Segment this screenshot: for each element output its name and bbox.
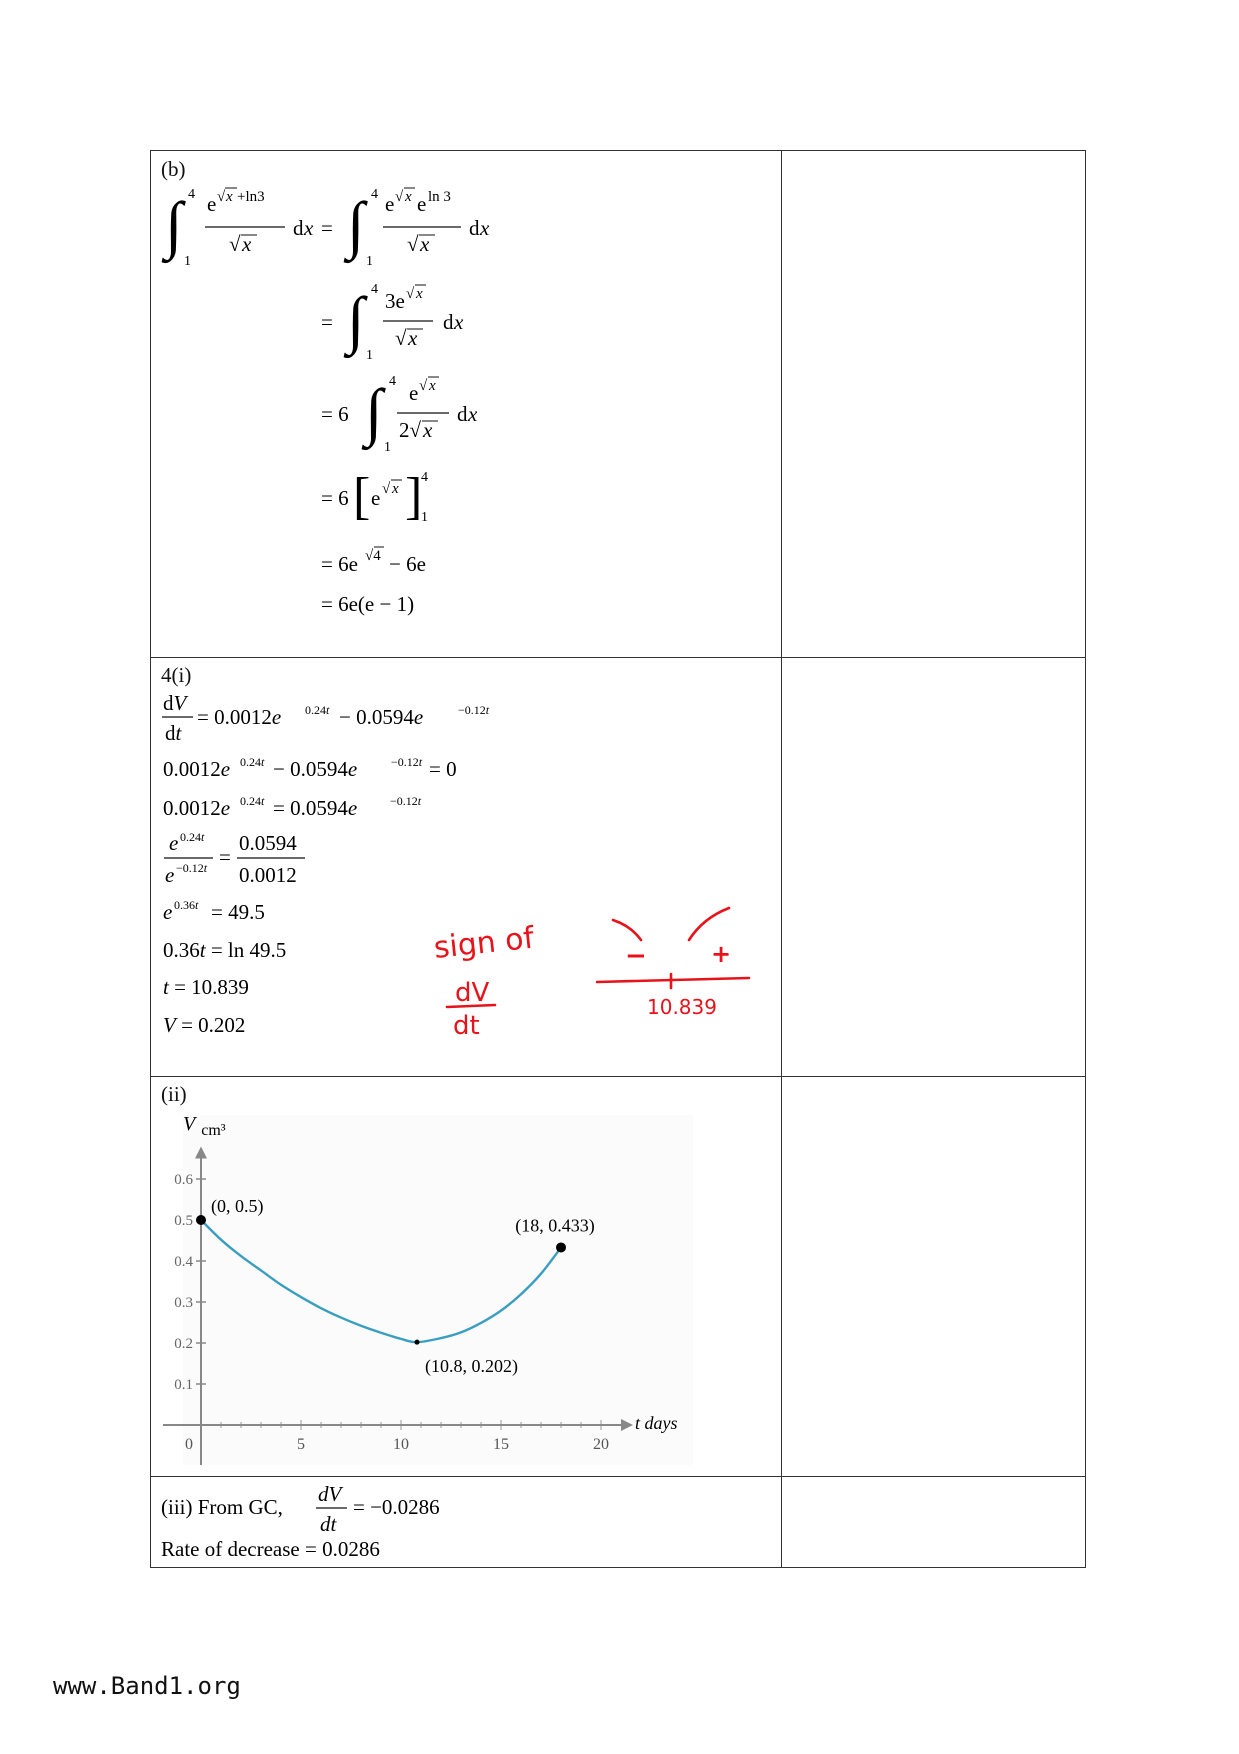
y-tick-label: 0.2 xyxy=(174,1336,193,1352)
svg-text:0.36t: 0.36t xyxy=(174,898,199,912)
svg-text:4: 4 xyxy=(371,187,378,202)
svg-text:0.24t: 0.24t xyxy=(240,755,265,769)
svg-text:0.0012e: 0.0012e xyxy=(163,757,231,781)
svg-text:x: x xyxy=(392,481,399,497)
svg-text:4: 4 xyxy=(188,187,195,202)
svg-text:dt: dt xyxy=(453,1011,480,1041)
svg-text:e: e xyxy=(165,863,175,887)
svg-text:d: d xyxy=(469,216,480,240)
key-point-label: (10.8, 0.202) xyxy=(425,1356,518,1377)
svg-text:=: = xyxy=(321,216,333,240)
handwritten-sign-note xyxy=(432,920,537,1041)
marks-cell xyxy=(781,1076,1086,1477)
x-tick-label: 20 xyxy=(593,1436,609,1453)
svg-text:e: e xyxy=(207,192,217,216)
svg-text:x: x xyxy=(423,418,433,442)
part-iii-deriv-num: dV xyxy=(318,1482,342,1506)
part-iii-rate: Rate of decrease = 0.0286 xyxy=(161,1537,380,1561)
graph-background xyxy=(183,1115,693,1465)
svg-text:e: e xyxy=(417,192,427,216)
svg-text:0.0594: 0.0594 xyxy=(239,831,297,855)
svg-text:e: e xyxy=(169,831,179,855)
svg-text:]: ] xyxy=(405,468,423,525)
svg-text:e: e xyxy=(163,900,173,924)
svg-text:d: d xyxy=(443,310,454,334)
part-b-line-5 xyxy=(321,547,426,576)
part-4i-label: 4(i) xyxy=(161,663,192,687)
svg-text:x: x xyxy=(468,402,478,426)
svg-text:−: − xyxy=(625,941,647,971)
svg-text:4: 4 xyxy=(371,282,378,297)
x-tick-label: 15 xyxy=(493,1436,509,1453)
svg-text:− 0.0594e: − 0.0594e xyxy=(339,705,424,729)
y-tick-label: 0.3 xyxy=(174,1295,193,1311)
part-b-line-4 xyxy=(321,468,428,525)
svg-text:= 49.5: = 49.5 xyxy=(211,900,265,924)
svg-text:= 6e: = 6e xyxy=(321,552,358,576)
part-b-line-2 xyxy=(321,282,464,363)
svg-text:x: x xyxy=(480,216,490,240)
svg-text:√4: √4 xyxy=(365,548,381,564)
part-b-working xyxy=(151,151,781,651)
part-4i-line-7 xyxy=(163,975,249,999)
svg-text:0.24t: 0.24t xyxy=(305,703,330,717)
svg-text:√: √ xyxy=(407,232,419,256)
svg-text:d: d xyxy=(457,402,468,426)
svg-text:1: 1 xyxy=(366,254,373,269)
svg-text:0.24t: 0.24t xyxy=(180,830,205,844)
key-point-label: (0, 0.5) xyxy=(211,1196,264,1216)
svg-text:x: x xyxy=(454,310,464,334)
y-tick-label: 0.1 xyxy=(174,1377,193,1393)
svg-text:0.24t: 0.24t xyxy=(240,794,265,808)
svg-text:3e: 3e xyxy=(385,289,405,313)
svg-text:4: 4 xyxy=(389,374,396,389)
key-point-label: (18, 0.433) xyxy=(515,1215,595,1236)
svg-text:= 6: = 6 xyxy=(321,402,349,426)
x-tick-label: 5 xyxy=(297,1436,305,1453)
handwritten-sign-diagram xyxy=(597,908,749,1019)
svg-text:∫: ∫ xyxy=(165,189,183,260)
solution-cell xyxy=(150,1476,782,1568)
svg-text:10.839: 10.839 xyxy=(647,995,717,1019)
svg-text:V = 0.202: V = 0.202 xyxy=(163,1013,246,1037)
svg-text:x: x xyxy=(405,189,412,205)
x-axis-label: t days xyxy=(635,1413,678,1433)
y-tick-label: 0.4 xyxy=(174,1254,193,1270)
part-4i-line-1 xyxy=(162,691,490,745)
footer-url: www.Band1.org xyxy=(53,1672,241,1700)
y-tick-label: 0.5 xyxy=(174,1213,193,1229)
svg-text:0.36t = ln 49.5: 0.36t = ln 49.5 xyxy=(163,938,287,962)
svg-text:0.0012e: 0.0012e xyxy=(163,796,231,820)
svg-text:= 6: = 6 xyxy=(321,486,349,510)
part-4i-line-4 xyxy=(164,830,305,887)
svg-text:∫: ∫ xyxy=(347,189,365,260)
svg-text:dt: dt xyxy=(165,721,182,745)
svg-text:√: √ xyxy=(395,189,404,205)
svg-text:e: e xyxy=(371,486,381,510)
part-b-label: (b) xyxy=(161,157,186,181)
solution-table xyxy=(150,150,1086,1568)
svg-text:√: √ xyxy=(229,232,241,256)
part-4i-line-6 xyxy=(163,938,286,962)
svg-text:+: + xyxy=(711,940,732,968)
svg-text:√: √ xyxy=(217,189,226,205)
table-row-part-iii xyxy=(150,1476,1086,1568)
marks-cell xyxy=(781,657,1086,1077)
svg-text:x: x xyxy=(304,216,314,240)
x-tick-label: 0 xyxy=(185,1436,193,1453)
svg-text:ln 3: ln 3 xyxy=(428,189,451,205)
svg-text:= 6e(e − 1): = 6e(e − 1) xyxy=(321,592,415,616)
key-point xyxy=(556,1242,566,1252)
svg-text:0.0012: 0.0012 xyxy=(239,863,297,887)
table-row-part-ii xyxy=(150,1076,1086,1477)
key-point xyxy=(415,1340,420,1345)
svg-text:e: e xyxy=(409,381,419,405)
svg-text:= 0.0594e: = 0.0594e xyxy=(273,796,358,820)
svg-text:x: x xyxy=(408,326,418,350)
part-b-line-6 xyxy=(321,592,414,616)
svg-text:x: x xyxy=(226,189,233,205)
svg-text:∫: ∫ xyxy=(365,376,383,447)
svg-text:=: = xyxy=(219,845,231,869)
part-ii-label: (ii) xyxy=(161,1082,187,1106)
part-4i-line-5 xyxy=(163,898,265,924)
table-row-part-4i xyxy=(150,657,1086,1077)
svg-text:x: x xyxy=(429,378,436,394)
solution-cell xyxy=(150,1076,782,1477)
part-b-line-3 xyxy=(321,374,478,455)
svg-text:=: = xyxy=(321,310,333,334)
y-axis-label: V $_{cm^3}$ xyxy=(183,1115,226,1139)
svg-text:∫: ∫ xyxy=(347,284,365,355)
svg-text:x: x xyxy=(416,286,423,302)
svg-text:= 0: = 0 xyxy=(429,757,457,781)
svg-text:4: 4 xyxy=(421,470,428,485)
svg-text:x: x xyxy=(420,232,430,256)
svg-text:t = 10.839: t = 10.839 xyxy=(163,975,249,999)
part-4i-working xyxy=(151,658,781,1076)
svg-text:√: √ xyxy=(406,286,415,302)
part-4i-line-2 xyxy=(163,755,457,781)
svg-text:√: √ xyxy=(382,481,391,497)
part-b-line-1 xyxy=(161,187,490,269)
svg-text:− 6e: − 6e xyxy=(389,552,426,576)
svg-text:√: √ xyxy=(395,326,407,350)
svg-text:−0.12t: −0.12t xyxy=(458,703,490,717)
key-point xyxy=(196,1215,206,1225)
svg-text:sign of: sign of xyxy=(432,920,536,966)
svg-text:−0.12t: −0.12t xyxy=(390,794,422,808)
svg-text:1: 1 xyxy=(366,348,373,363)
svg-text:−0.12t: −0.12t xyxy=(391,755,423,769)
svg-text:1: 1 xyxy=(184,254,191,269)
svg-text:dV: dV xyxy=(455,978,490,1008)
svg-text:[: [ xyxy=(353,468,371,525)
part-iii-deriv-den: dt xyxy=(320,1512,337,1536)
svg-text:d: d xyxy=(293,216,304,240)
svg-text:e: e xyxy=(385,192,395,216)
marks-cell xyxy=(781,1476,1086,1568)
svg-text:√: √ xyxy=(419,378,428,394)
svg-text:+ln3: +ln3 xyxy=(237,189,265,205)
svg-text:−0.12t: −0.12t xyxy=(176,861,208,875)
part-4i-line-3 xyxy=(163,794,422,820)
part-iii-value: = −0.0286 xyxy=(353,1495,440,1519)
solution-cell xyxy=(150,657,782,1077)
part-4i-line-8 xyxy=(163,1013,245,1037)
table-row-part-b xyxy=(150,150,1086,658)
solution-cell xyxy=(150,150,782,658)
svg-text:1: 1 xyxy=(421,510,428,525)
volume-graph xyxy=(163,1115,723,1475)
svg-text:x: x xyxy=(242,232,252,256)
svg-text:1: 1 xyxy=(384,440,391,455)
svg-text:= 0.0012e: = 0.0012e xyxy=(197,705,282,729)
part-iii-prefix: (iii) From GC, xyxy=(161,1495,283,1519)
svg-text:− 0.0594e: − 0.0594e xyxy=(273,757,358,781)
marks-cell xyxy=(781,150,1086,658)
part-iii-working xyxy=(151,1477,781,1567)
svg-text:dV: dV xyxy=(163,691,187,715)
x-tick-label: 10 xyxy=(393,1436,409,1453)
y-tick-label: 0.6 xyxy=(174,1172,193,1188)
svg-text:2√: 2√ xyxy=(399,418,422,442)
